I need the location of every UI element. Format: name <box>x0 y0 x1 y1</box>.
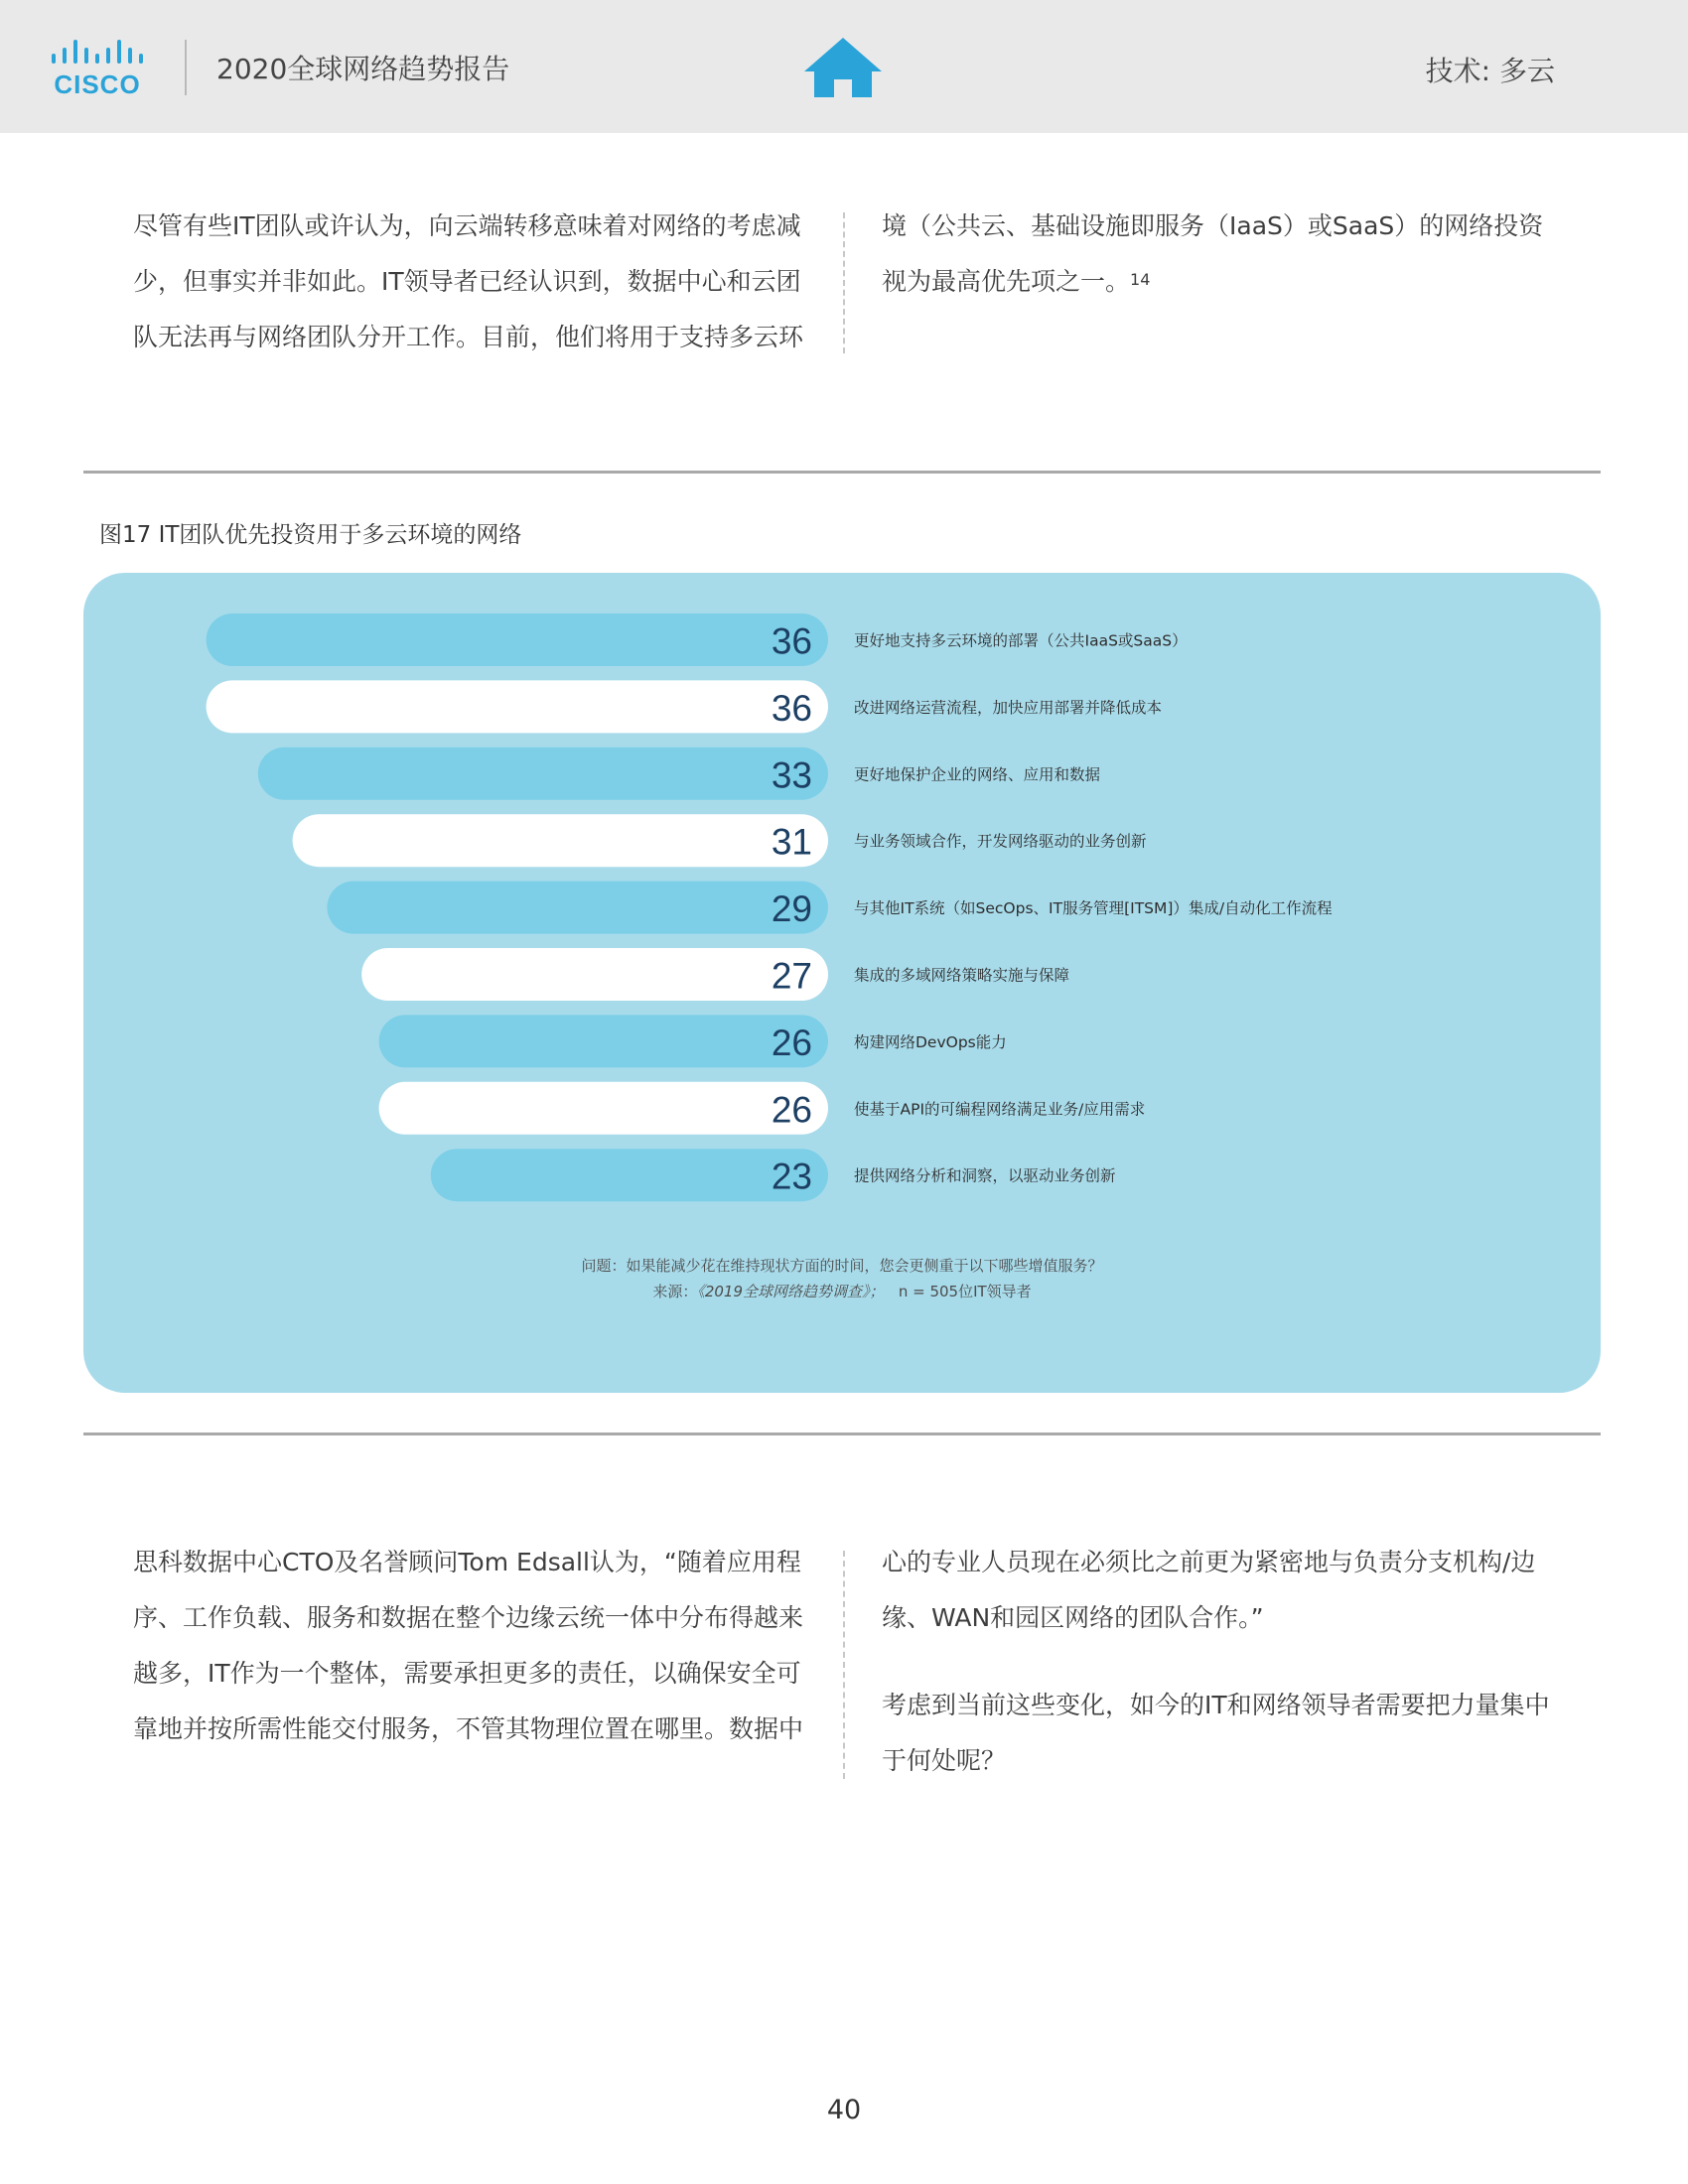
source-sample: n = 505位IT领导者 <box>898 1283 1032 1300</box>
body-right-paragraph-1: 心的专业人员现在必须比之前更为紧密地与负责分支机构/边缘、WAN和园区网络的团队合作。” <box>882 1548 1536 1632</box>
bar-value-label: 36 <box>771 687 812 729</box>
source-prefix: 来源： <box>652 1283 698 1300</box>
bar-value-label: 33 <box>771 754 812 796</box>
category-label: 提供网络分析和洞察，以驱动业务创新 <box>854 1166 1116 1185</box>
bar-value-label: 29 <box>771 888 812 930</box>
category-label: 使基于API的可编程网络满足业务/应用需求 <box>854 1100 1146 1119</box>
footnote-ref[interactable]: 14 <box>1130 270 1151 289</box>
figure-title: 图17 IT团队优先投资用于多云环境的网络 <box>99 522 522 548</box>
body-right-paragraph-2: 考虑到当前这些变化，如今的IT和网络领导者需要把力量集中于何处呢？ <box>882 1691 1550 1775</box>
category-label: 更好地支持多云环境的部署（公共IaaS或SaaS） <box>854 631 1188 650</box>
report-title: 2020全球网络趋势报告 <box>216 53 510 85</box>
bar-6 <box>361 948 828 1001</box>
bar-9 <box>431 1149 828 1201</box>
body-column-divider <box>843 1551 845 1779</box>
bar-4 <box>293 814 828 867</box>
category-label: 构建网络DevOps能力 <box>854 1032 1007 1051</box>
intro-left-text: 尽管有些IT团队或许认为，向云端转移意味着对网络的考虑减少，但事实并非如此。IT领导者已经认识到，数据中心和云团队无法再与网络团队分开工作。目前，他们将用于支持多云环 <box>133 211 804 351</box>
intro-right-text: 境（公共云、基础设施即服务（IaaS）或SaaS）的网络投资视为最高优先项之一。 <box>882 211 1544 296</box>
bar-value-label: 36 <box>771 620 812 662</box>
category-label: 集成的多域网络策略实施与保障 <box>854 966 1070 985</box>
survey-source <box>83 1281 1601 1301</box>
body-left-text: 思科数据中心CTO及名誉顾问Tom Edsall认为，“随着应用程序、工作负载、服务和数据在整个边缘云统一体中分布得越来越多，IT作为一个整体，需要承担更多的责任，以确保安全可靠地并按所需性能交付服务，不管其物理位置在哪里。数据中 <box>133 1548 804 1743</box>
section-label: 技术: 多云 <box>1425 55 1555 87</box>
bar-value-label: 27 <box>771 955 812 997</box>
bar-value-label: 31 <box>771 821 812 863</box>
bar-1 <box>207 614 828 666</box>
bar-2 <box>207 680 828 733</box>
bar-3 <box>258 748 828 800</box>
category-label: 更好地保护企业的网络、应用和数据 <box>854 765 1101 784</box>
category-label: 与其他IT系统（如SecOps、IT服务管理[ITSM]）集成/自动化工作流程 <box>854 899 1333 918</box>
bar-5 <box>327 882 828 934</box>
body-right-column <box>882 1535 1567 1789</box>
source-title: 《2019全球网络趋势调查》； <box>697 1283 885 1300</box>
svg-text:CISCO: CISCO <box>54 69 141 99</box>
bar-value-label: 23 <box>771 1156 812 1197</box>
category-label: 改进网络运营流程，加快应用部署并降低成本 <box>854 698 1163 717</box>
survey-question: 问题：如果能减少花在维持现状方面的时间，您会更侧重于以下哪些增值服务？ <box>581 1257 1103 1275</box>
bar-value-label: 26 <box>771 1089 812 1131</box>
category-label: 与业务领域合作，开发网络驱动的业务创新 <box>854 832 1147 851</box>
bar-value-label: 26 <box>771 1022 812 1063</box>
figure-bottom-rule <box>83 1433 1601 1435</box>
body-left-column <box>133 1535 806 1757</box>
bar-8 <box>379 1082 828 1135</box>
page-number: 40 <box>826 2095 862 2125</box>
bar-7 <box>379 1015 828 1067</box>
